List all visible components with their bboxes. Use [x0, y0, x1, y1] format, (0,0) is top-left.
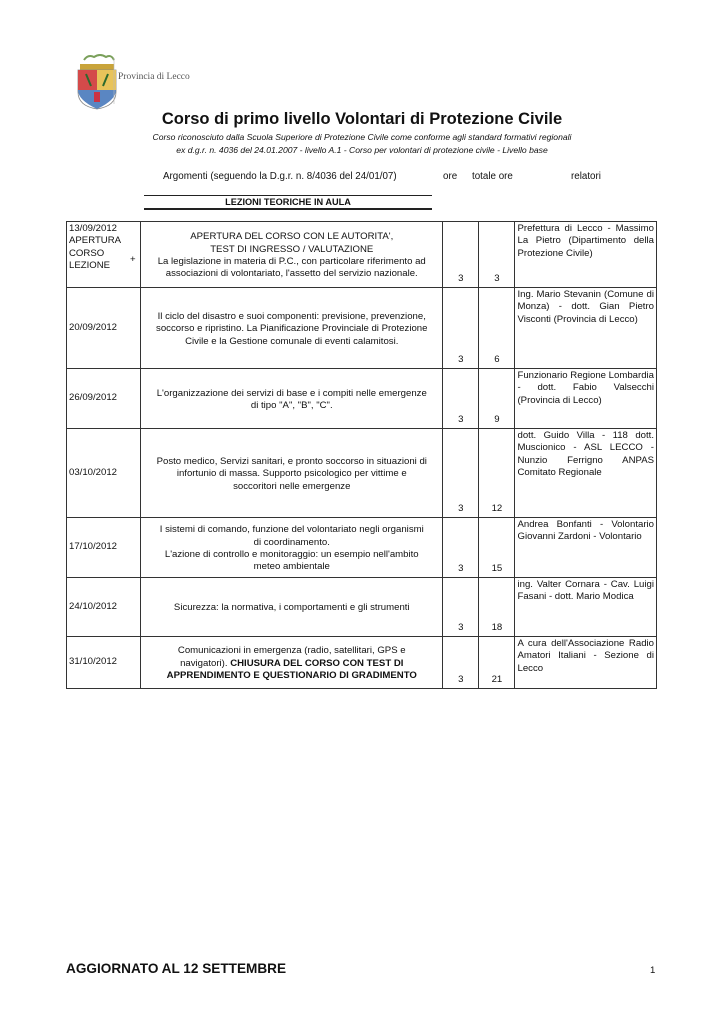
lesson-hours: 3 — [443, 369, 479, 429]
lesson-total-hours: 6 — [479, 288, 515, 369]
col-header-argomenti: Argomenti (seguendo la D.g.r. n. 8/4036 del 24/01/07) — [163, 171, 397, 182]
table-row — [67, 518, 657, 578]
subtitle-2: ex d.g.r. n. 4036 del 24.01.2007 - livello A.1 - Corso per volontari di protezione civile - Livello base — [176, 145, 548, 155]
coat-of-arms-icon — [78, 55, 116, 109]
footer-updated: AGGIORNATO AL 12 SETTEMBRE — [66, 961, 287, 976]
lesson-date: 03/10/2012 — [67, 429, 141, 518]
lesson-total-hours: 21 — [479, 637, 515, 689]
lesson-hours: 3 — [443, 518, 479, 578]
lesson-hours: 3 — [443, 222, 479, 288]
lesson-date: 20/09/2012 — [67, 288, 141, 369]
table-row — [67, 637, 657, 689]
lesson-hours: 3 — [443, 637, 479, 689]
lesson-topic — [141, 578, 443, 637]
col-header-totale: totale ore — [472, 171, 513, 182]
col-header-ore: ore — [443, 171, 458, 182]
lesson-total-hours: 12 — [479, 429, 515, 518]
lesson-total-hours: 9 — [479, 369, 515, 429]
lesson-topic-text: Il ciclo del disastro e suoi componenti: previsione, prevenzione, soccorso e ripristino. La Pianificazione Provinciale di Protezione Civile e la Gestione comunale di eventi calamitosi. — [156, 310, 428, 347]
page-number: 1 — [650, 965, 656, 976]
lesson-topic — [141, 288, 443, 369]
page-title: Corso di primo livello Volontari di Protezione Civile — [161, 110, 563, 128]
lesson-date: 17/10/2012 — [67, 518, 141, 578]
lesson-speakers: Andrea Bonfanti - Volontario Giovanni Zardoni - Volontario — [515, 518, 657, 578]
lesson-hours: 3 — [443, 429, 479, 518]
lesson-hours: 3 — [443, 578, 479, 637]
lesson-date: 13/09/2012 APERTURA CORSO LEZIONE — [67, 222, 141, 288]
lesson-topic — [141, 637, 443, 689]
lesson-topic-text: APERTURA DEL CORSO CON LE AUTORITA', TEST DI INGRESSO / VALUTAZIONE La legislazione in materia di P.C., con particolare riferimento ad associazioni di volontariato, l'assetto del servizio nazionale. — [157, 231, 426, 280]
lesson-speakers: ing. Valter Cornara - Cav. Luigi Fasani - dott. Mario Modica — [515, 578, 657, 637]
lesson-date: 31/10/2012 — [67, 637, 141, 689]
lesson-speakers: Prefettura di Lecco - Massimo La Pietro (Dipartimento della Protezione Civile) — [515, 222, 657, 288]
lesson-topic-text: Posto medico, Servizi sanitari, e pronto soccorso in situazioni di infortunio di massa. Supporto psicologico per vittime e soccoritori nelle emergenze — [156, 455, 427, 492]
lesson-speakers: dott. Guido Villa - 118 dott. Muscionico - ASL LECCO - Nunzio Ferrigno ANPAS Comitato Regionale — [515, 429, 657, 518]
closing-note: CHIUSURA DEL CORSO CON TEST DI APPRENDIMENTO E QUESTIONARIO DI GRADIMENTO — [166, 657, 417, 682]
table-row — [67, 369, 657, 429]
lesson-date: 24/10/2012 — [67, 578, 141, 637]
lesson-hours: 3 — [443, 288, 479, 369]
lesson-topic-text: I sistemi di comando, funzione del volontariato negli organismi di coordinamento. L'azione di controllo e monitoraggio: un esempio nell'ambito meteo ambientale — [159, 524, 424, 573]
lesson-topic — [141, 429, 443, 518]
table-row — [67, 578, 657, 637]
section-title: LEZIONI TEORICHE IN AULA — [144, 195, 432, 210]
lesson-topic-text: L'organizzazione dei servizi di base e i compiti nelle emergenze di tipo "A", "B", "C". — [156, 387, 427, 411]
lesson-speakers: Funzionario Regione Lombardia - dott. Fabio Valsecchi (Provincia di Lecco) — [515, 369, 657, 429]
lesson-date: 26/09/2012 — [67, 369, 141, 429]
lesson-speakers: Ing. Mario Stevanin (Comune di Monza) - dott. Gian Pietro Visconti (Provincia di Lecco) — [515, 288, 657, 369]
lesson-total-hours: 15 — [479, 518, 515, 578]
table-row — [67, 429, 657, 518]
lesson-speakers: A cura dell'Associazione Radio Amatori Italiani - Sezione di Lecco — [515, 637, 657, 689]
lessons-table — [66, 221, 657, 689]
lesson-topic — [141, 369, 443, 429]
lesson-total-hours: 18 — [479, 578, 515, 637]
plus-mark: + — [130, 254, 136, 265]
table-row — [67, 222, 657, 288]
lesson-total-hours: 3 — [479, 222, 515, 288]
lesson-topic-text: Comunicazioni in emergenza (radio, satellitari, GPS e navigatori). — [177, 645, 406, 669]
table-row — [67, 288, 657, 369]
subtitle-1: Corso riconosciuto dalla Scuola Superiore di Protezione Civile come conforme agli standard formativi regionali — [152, 132, 572, 142]
logo-text: Provincia di Lecco — [118, 72, 190, 82]
col-header-relatori: relatori — [571, 171, 601, 182]
lesson-topic — [141, 222, 443, 288]
lesson-topic-text: Sicurezza: la normativa, i comportamenti e gli strumenti — [173, 602, 410, 614]
lesson-topic — [141, 518, 443, 578]
